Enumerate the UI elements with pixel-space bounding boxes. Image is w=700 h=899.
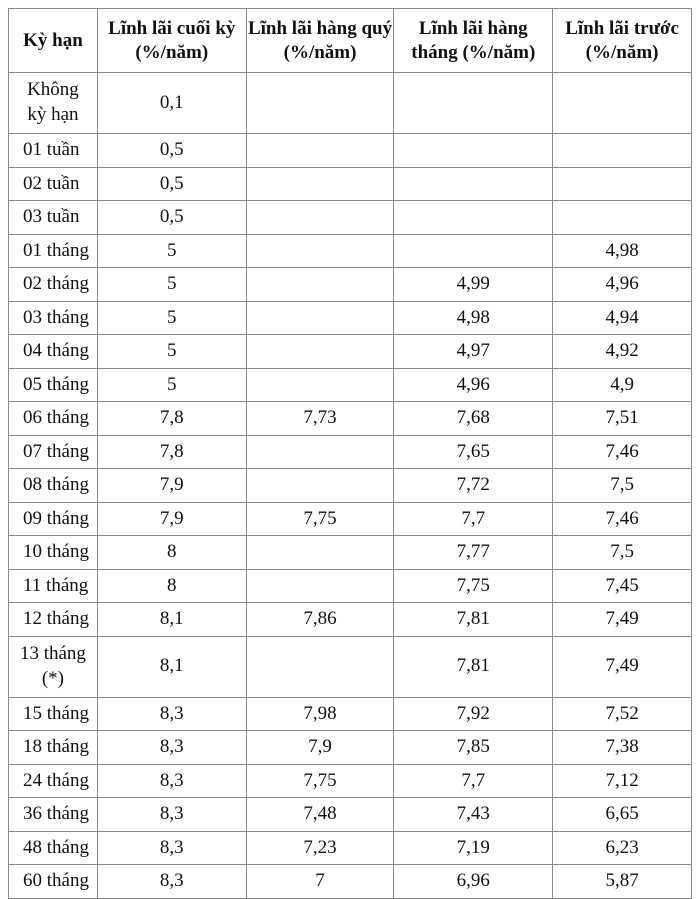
end-of-term-rate-cell: 0,5 [97, 134, 246, 168]
header-upfront: Lĩnh lãi trước (%/năm) [553, 9, 692, 73]
term-cell: 18 tháng [9, 731, 98, 765]
monthly-rate-cell: 6,96 [394, 865, 553, 899]
upfront-rate-cell: 4,92 [553, 335, 692, 369]
quarterly-rate-cell [246, 134, 394, 168]
monthly-rate-cell: 7,7 [394, 502, 553, 536]
upfront-rate-cell [553, 201, 692, 235]
quarterly-rate-cell: 7,86 [246, 603, 394, 637]
interest-rate-table [8, 8, 692, 899]
upfront-rate-cell: 7,49 [553, 636, 692, 697]
term-cell: 09 tháng [9, 502, 98, 536]
term-cell: 48 tháng [9, 831, 98, 865]
table-row [9, 569, 692, 603]
monthly-rate-cell: 4,98 [394, 301, 553, 335]
end-of-term-rate-cell: 0,5 [97, 201, 246, 235]
end-of-term-rate-cell: 0,1 [97, 73, 246, 134]
term-cell: 13 tháng (*) [9, 636, 98, 697]
upfront-rate-cell: 4,94 [553, 301, 692, 335]
term-cell: 04 tháng [9, 335, 98, 369]
quarterly-rate-cell [246, 536, 394, 570]
upfront-rate-cell: 7,12 [553, 764, 692, 798]
monthly-rate-cell: 7,85 [394, 731, 553, 765]
end-of-term-rate-cell: 8,3 [97, 731, 246, 765]
monthly-rate-cell [394, 134, 553, 168]
term-cell: 15 tháng [9, 697, 98, 731]
upfront-rate-cell [553, 167, 692, 201]
monthly-rate-cell: 7,81 [394, 603, 553, 637]
monthly-rate-cell: 7,19 [394, 831, 553, 865]
quarterly-rate-cell [246, 435, 394, 469]
table-row [9, 134, 692, 168]
term-cell: 02 tháng [9, 268, 98, 302]
table-row [9, 301, 692, 335]
end-of-term-rate-cell: 8,3 [97, 831, 246, 865]
monthly-rate-cell: 7,72 [394, 469, 553, 503]
end-of-term-rate-cell: 5 [97, 268, 246, 302]
table-body [9, 73, 692, 899]
upfront-rate-cell: 7,51 [553, 402, 692, 436]
table-row [9, 335, 692, 369]
quarterly-rate-cell [246, 636, 394, 697]
monthly-rate-cell: 7,81 [394, 636, 553, 697]
quarterly-rate-cell: 7,48 [246, 798, 394, 832]
end-of-term-rate-cell: 7,9 [97, 469, 246, 503]
upfront-rate-cell [553, 134, 692, 168]
header-row [9, 9, 692, 73]
table-row [9, 368, 692, 402]
table-row [9, 502, 692, 536]
term-cell: Không kỳ hạn [9, 73, 98, 134]
end-of-term-rate-cell: 7,9 [97, 502, 246, 536]
upfront-rate-cell: 7,49 [553, 603, 692, 637]
term-cell: 01 tuần [9, 134, 98, 168]
end-of-term-rate-cell: 8,1 [97, 636, 246, 697]
upfront-rate-cell: 7,5 [553, 469, 692, 503]
monthly-rate-cell: 7,43 [394, 798, 553, 832]
table-row [9, 435, 692, 469]
quarterly-rate-cell: 7,98 [246, 697, 394, 731]
end-of-term-rate-cell: 8 [97, 536, 246, 570]
term-cell: 06 tháng [9, 402, 98, 436]
end-of-term-rate-cell: 8,3 [97, 865, 246, 899]
quarterly-rate-cell [246, 368, 394, 402]
quarterly-rate-cell: 7,75 [246, 502, 394, 536]
end-of-term-rate-cell: 5 [97, 335, 246, 369]
upfront-rate-cell: 7,38 [553, 731, 692, 765]
term-cell: 08 tháng [9, 469, 98, 503]
table-row [9, 536, 692, 570]
header-quarterly: Lĩnh lãi hàng quý (%/năm) [246, 9, 394, 73]
quarterly-rate-cell: 7,75 [246, 764, 394, 798]
monthly-rate-cell: 7,68 [394, 402, 553, 436]
term-cell: 02 tuần [9, 167, 98, 201]
quarterly-rate-cell [246, 167, 394, 201]
header-end-of-term: Lĩnh lãi cuối kỳ (%/năm) [97, 9, 246, 73]
term-cell: 01 tháng [9, 234, 98, 268]
table-row [9, 234, 692, 268]
table-header [9, 9, 692, 73]
table-row [9, 764, 692, 798]
table-row [9, 636, 692, 697]
quarterly-rate-cell [246, 301, 394, 335]
table-row [9, 831, 692, 865]
end-of-term-rate-cell: 8 [97, 569, 246, 603]
monthly-rate-cell: 4,96 [394, 368, 553, 402]
table-row [9, 798, 692, 832]
end-of-term-rate-cell: 0,5 [97, 167, 246, 201]
quarterly-rate-cell [246, 569, 394, 603]
table-row [9, 865, 692, 899]
table-row [9, 603, 692, 637]
term-cell: 36 tháng [9, 798, 98, 832]
quarterly-rate-cell: 7 [246, 865, 394, 899]
term-cell: 05 tháng [9, 368, 98, 402]
table-row [9, 167, 692, 201]
quarterly-rate-cell [246, 335, 394, 369]
table-row [9, 469, 692, 503]
table-row [9, 73, 692, 134]
end-of-term-rate-cell: 8,3 [97, 764, 246, 798]
upfront-rate-cell: 4,9 [553, 368, 692, 402]
end-of-term-rate-cell: 5 [97, 234, 246, 268]
table-row [9, 697, 692, 731]
term-cell: 03 tháng [9, 301, 98, 335]
monthly-rate-cell [394, 234, 553, 268]
monthly-rate-cell [394, 73, 553, 134]
upfront-rate-cell: 6,65 [553, 798, 692, 832]
upfront-rate-cell: 4,96 [553, 268, 692, 302]
term-cell: 11 tháng [9, 569, 98, 603]
upfront-rate-cell: 4,98 [553, 234, 692, 268]
end-of-term-rate-cell: 5 [97, 368, 246, 402]
upfront-rate-cell [553, 73, 692, 134]
table-row [9, 731, 692, 765]
upfront-rate-cell: 7,5 [553, 536, 692, 570]
monthly-rate-cell: 4,97 [394, 335, 553, 369]
header-term: Kỳ hạn [9, 9, 98, 73]
upfront-rate-cell: 7,46 [553, 435, 692, 469]
monthly-rate-cell: 7,7 [394, 764, 553, 798]
end-of-term-rate-cell: 8,3 [97, 697, 246, 731]
upfront-rate-cell: 5,87 [553, 865, 692, 899]
term-cell: 07 tháng [9, 435, 98, 469]
monthly-rate-cell: 7,75 [394, 569, 553, 603]
term-cell: 10 tháng [9, 536, 98, 570]
term-cell: 03 tuần [9, 201, 98, 235]
quarterly-rate-cell [246, 201, 394, 235]
end-of-term-rate-cell: 8,3 [97, 798, 246, 832]
quarterly-rate-cell [246, 73, 394, 134]
table-row [9, 201, 692, 235]
upfront-rate-cell: 7,52 [553, 697, 692, 731]
quarterly-rate-cell [246, 268, 394, 302]
upfront-rate-cell: 7,46 [553, 502, 692, 536]
end-of-term-rate-cell: 8,1 [97, 603, 246, 637]
table-row [9, 402, 692, 436]
monthly-rate-cell: 7,65 [394, 435, 553, 469]
quarterly-rate-cell [246, 469, 394, 503]
upfront-rate-cell: 7,45 [553, 569, 692, 603]
quarterly-rate-cell [246, 234, 394, 268]
term-cell: 12 tháng [9, 603, 98, 637]
upfront-rate-cell: 6,23 [553, 831, 692, 865]
quarterly-rate-cell: 7,23 [246, 831, 394, 865]
table-row [9, 268, 692, 302]
quarterly-rate-cell: 7,73 [246, 402, 394, 436]
monthly-rate-cell: 7,77 [394, 536, 553, 570]
term-cell: 24 tháng [9, 764, 98, 798]
end-of-term-rate-cell: 7,8 [97, 402, 246, 436]
monthly-rate-cell [394, 167, 553, 201]
monthly-rate-cell: 7,92 [394, 697, 553, 731]
term-cell: 60 tháng [9, 865, 98, 899]
end-of-term-rate-cell: 5 [97, 301, 246, 335]
end-of-term-rate-cell: 7,8 [97, 435, 246, 469]
monthly-rate-cell: 4,99 [394, 268, 553, 302]
header-monthly: Lĩnh lãi hàng tháng (%/năm) [394, 9, 553, 73]
quarterly-rate-cell: 7,9 [246, 731, 394, 765]
monthly-rate-cell [394, 201, 553, 235]
